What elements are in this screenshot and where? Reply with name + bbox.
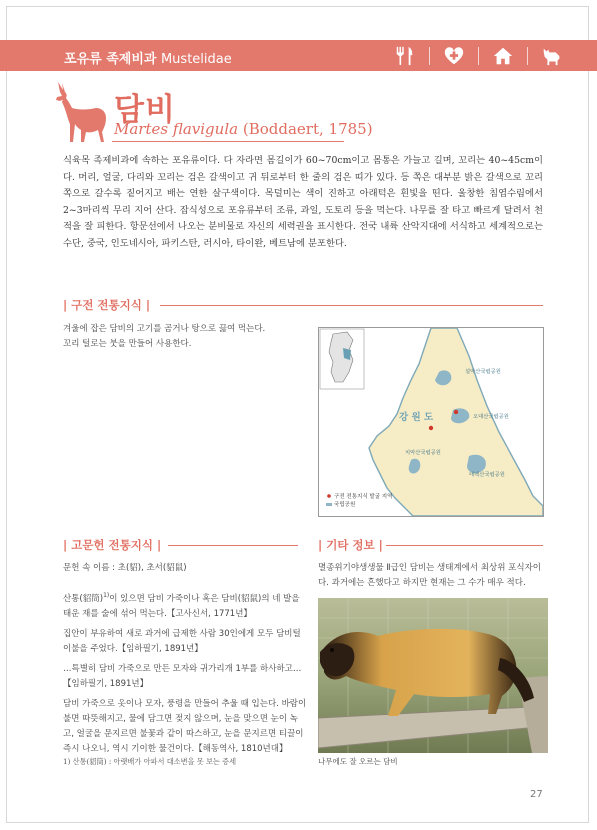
oral-line: 겨울에 잡은 담비의 고기를 곰거나 탕으로 끓여 먹는다. <box>63 324 266 334</box>
species-name: 담비 <box>114 92 176 128</box>
distribution-map <box>318 327 544 517</box>
literature-para: …특별히 담비 가죽으로 만든 모자와 귀가리개 1부를 하사하고…【임하필기, 1891년】 <box>63 663 302 689</box>
legend-park <box>326 503 332 506</box>
literature-para: 집안이 부유하여 새로 과거에 급제한 사람 30인에게 모두 담비털 이불을 주었다.【임하필기, 1891년】 <box>63 628 301 654</box>
other-heading-rule <box>386 545 543 546</box>
tradition-point <box>429 426 433 430</box>
other-heading: | 기타 정보 | <box>318 538 383 552</box>
page-number: 27 <box>530 789 543 800</box>
legend-label: 구전 전통지식 발굴 지역 <box>334 494 393 500</box>
oral-line: 꼬리 털로는 붓을 만들어 사용한다. <box>63 339 192 349</box>
literature-para: 담비 가죽으로 옷이나 모자, 풍령을 만들어 추울 때 입는다. 바람이 불면 따뜻해지고, 물에 담그면 젖지 않으며, 눈을 맞으면 눈이 녹고, 얼굴을 문지르면 불꽃과 같이 따스하고, 눈을 문지르면 티끌이 즉시 나오니, 역시 기이한 물건이다.【해동역사, 1810년대】 <box>63 698 307 754</box>
species-scientific <box>114 120 373 138</box>
marten-photo <box>318 598 548 753</box>
literature-para: 산통(貂筒)$^{1)}$이 있으면 담비 가죽이나 혹은 담비(貂鼠)의 네 발을 태운 재를 술에 섞어 먹는다.【고사신서, 1771년】 <box>63 592 300 619</box>
header-title <box>64 48 232 67</box>
literature-names: 문헌 속 이름 : 초(貂), 초서(貂鼠) <box>63 563 187 573</box>
home-icon <box>492 45 514 67</box>
footnote: 1) 산통(貂筒) : 아랫배가 아파서 대소변을 못 보는 증세 <box>63 757 237 766</box>
legend-label: 국립공원 <box>334 502 356 508</box>
park-label: 치악산국립공원 <box>405 450 441 456</box>
literature-heading: | 고문헌 전통지식 | <box>63 538 162 552</box>
literature-text <box>63 561 308 762</box>
legend-point <box>327 494 331 498</box>
park-label: 태백산국립공원 <box>469 472 505 478</box>
oral-heading: | 구전 전통지식 | <box>63 298 151 312</box>
header-separator <box>429 47 430 65</box>
other-text: 멸종위기야생생물 Ⅱ급인 담비는 생태계에서 최상위 포식자이다. 과거에는 흔했다고 하지만 현재는 그 수가 매우 적다. <box>318 563 541 588</box>
deer-silhouette-icon <box>48 80 110 144</box>
animal-icon <box>541 45 563 67</box>
literature-heading-rule <box>168 545 298 546</box>
header-title-en: Mustelidae <box>160 52 232 67</box>
intro-paragraph: 식육목 족제비과에 속하는 포유류이다. 다 자라면 몸길이가 60~70cm이고 몸통은 가늘고 길며, 꼬리는 40~45cm이다. 머리, 얼굴, 다리와 꼬리는 검은 갈색이고 귀 뒤로부터 한 줄의 검은 띠가 있다. 등 쪽은 대부분 밝은 갈색으로 꼬리 쪽으로 갈수록 짙어지고 배는 연한 살구색이다. 목덜미는 색이 진하고 아래턱은 흰빛을 띤다. 울창한 침엽수림에서 2~3마리씩 무리 지어 산다. 잡식성으로 포유류부터 조류, 과일, 도토리 등을 먹는다. 나무를 잘 타고 빠르게 달려서 천적을 잘 피한다. 항문선에서 나오는 분비물로 자신의 세력권을 표시한다. 전국 내륙 산악지대에 서식하고 세계적으로는 수단, 중국, 인도네시아, 파키스탄, 러시아, 타이완, 베트남에 분포한다. <box>63 155 543 249</box>
header-separator <box>527 47 528 65</box>
province-label: 강 원 도 <box>399 412 434 423</box>
scientific-author: (Boddaert, 1785) <box>242 120 373 138</box>
tradition-point <box>454 410 458 414</box>
oral-heading-rule <box>160 305 543 306</box>
park-label: 설악산국립공원 <box>465 369 501 375</box>
title-divider <box>112 141 344 142</box>
scientific-name: Martes flavigula <box>114 120 239 138</box>
header-title-ko: 포유류 족제비과 <box>64 52 157 67</box>
oral-text <box>63 322 308 352</box>
cutlery-icon <box>394 45 416 67</box>
heart-medical-icon <box>443 45 465 67</box>
header-icons <box>394 44 563 68</box>
header-separator <box>478 47 479 65</box>
photo-caption: 나무에도 잘 오르는 담비 <box>318 757 398 766</box>
park-label: 오대산국립공원 <box>473 414 509 420</box>
